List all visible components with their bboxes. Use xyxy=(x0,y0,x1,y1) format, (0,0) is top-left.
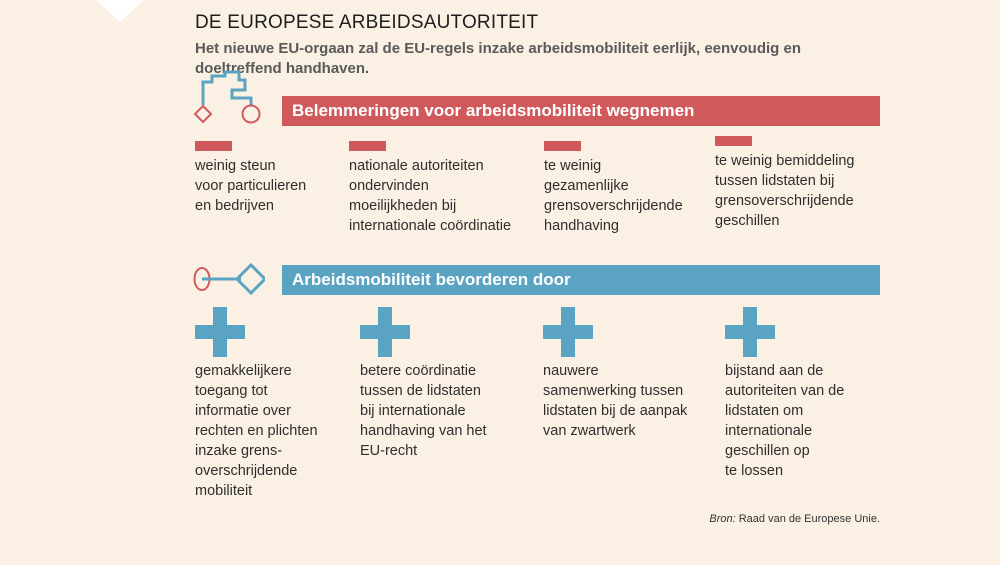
source-text: Raad van de Europese Unie. xyxy=(738,513,880,525)
plus-icon xyxy=(360,307,410,357)
promotion-item: betere coördinatie tussen de lidstaten bij internationale handhaving van het EU-recht xyxy=(360,363,487,459)
source-label: Bron: xyxy=(709,513,736,525)
minus-icon xyxy=(349,141,386,151)
promotion-item: gemakkelijkere toegang tot informatie over rechten en plichten inzake grens- overschrijdende mobiliteit xyxy=(195,363,318,499)
page-subtitle: Het nieuwe EU-orgaan zal de EU-regels inzake arbeidsmobiliteit eerlijk, eenvoudig en doeltreffend handhaven. xyxy=(195,40,801,77)
plus-icon xyxy=(543,307,593,357)
minus-icon xyxy=(195,141,232,151)
obstacle-item: nationale autoriteiten ondervinden moeilijkheden bij internationale coördinatie xyxy=(349,158,512,234)
obstacles-heading: Belemmeringen voor arbeidsmobiliteit wegnemen xyxy=(282,96,880,126)
promotion-item: bijstand aan de autoriteiten van de lidstaten om internationale geschillen op te lossen xyxy=(725,363,845,479)
obstacle-item: te weinig bemiddeling tussen lidstaten bij grensoverschrijdende geschillen xyxy=(715,153,855,229)
connection-path-icon xyxy=(185,259,265,299)
plus-icon xyxy=(195,307,245,357)
promotion-item: nauwere samenwerking tussen lidstaten bij de aanpak van zwartwerk xyxy=(543,363,688,439)
tangled-path-icon xyxy=(185,68,265,130)
source-note xyxy=(709,513,880,525)
minus-icon xyxy=(715,136,752,146)
minus-icon xyxy=(544,141,581,151)
corner-tab xyxy=(96,0,144,22)
page-title: DE EUROPESE ARBEIDSAUTORITEIT xyxy=(195,12,539,33)
obstacle-item: weinig steun voor particulieren en bedrijven xyxy=(195,158,307,214)
plus-icon xyxy=(725,307,775,357)
obstacle-item: te weinig gezamenlijke grensoverschrijdende handhaving xyxy=(544,158,683,234)
promotion-heading: Arbeidsmobiliteit bevorderen door xyxy=(282,265,880,295)
